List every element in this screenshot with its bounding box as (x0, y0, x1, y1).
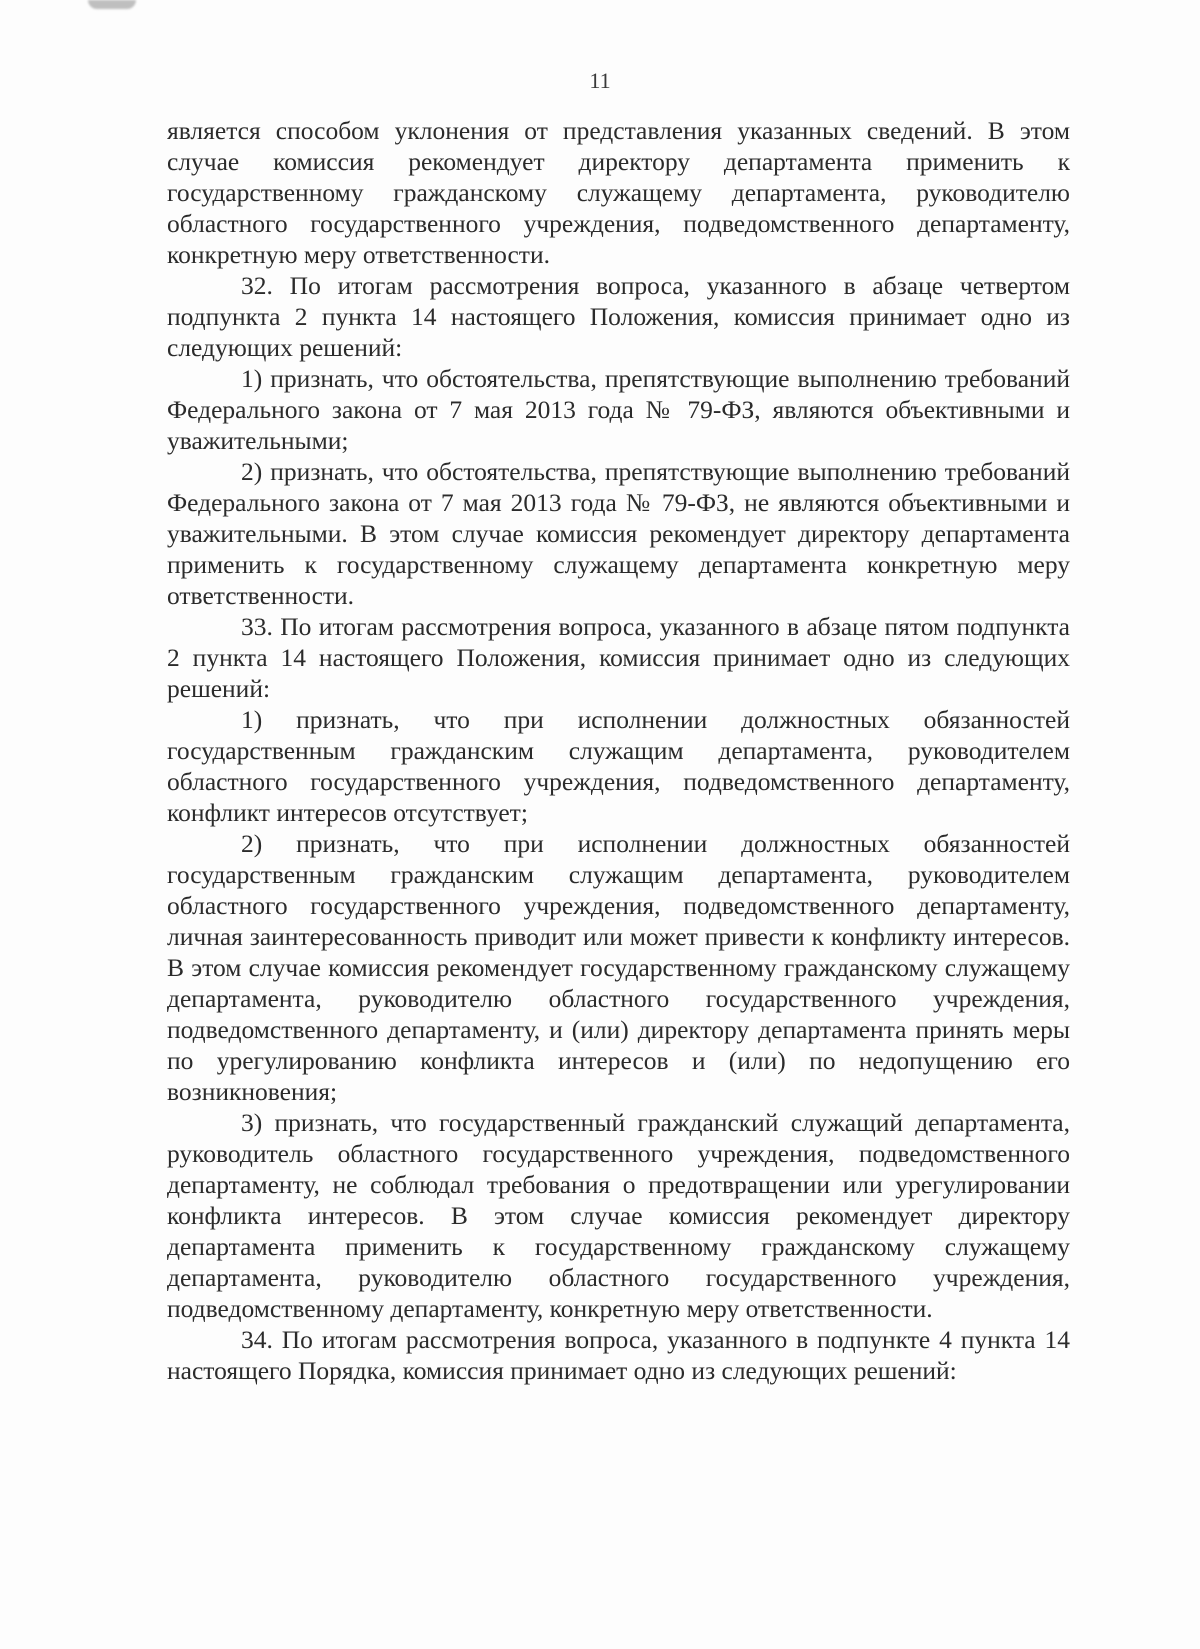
document-body (167, 115, 1070, 1386)
paragraph-clause-32-item-1: 1) признать, что обстоятельства, препятствующие выполнению требований Федерального закона от 7 мая 2013 года № 79-ФЗ, являются объективными и уважительными; (167, 364, 1070, 455)
paragraph-clause-33-item-2: 2) признать, что при исполнении должностных обязанностей государственным гражданским служащим департамента, руководителем областного государственного учреждения, подведомственного департаменту, личная заинтересованность приводит или может привести к конфликту интересов. В этом случае комиссия рекомендует государственному гражданскому служащему департамента, руководителю областного государственного учреждения, подведомственного департаменту, и (или) директору департамента принять меры по урегулированию конфликта интересов и (или) по недопущению его возникновения; (167, 829, 1070, 1106)
paragraph-clause-33: 33. По итогам рассмотрения вопроса, указанного в абзаце пятом подпункта 2 пункта 14 настоящего Положения, комиссия принимает одно из следующих решений: (167, 612, 1070, 703)
paragraph-continuation: является способом уклонения от представления указанных сведений. В этом случае комиссия рекомендует директору департамента применить к государственному гражданскому служащему департамента, руководителю областного государственного учреждения, подведомственного департаменту, конкретную меру ответственности. (167, 116, 1070, 269)
paragraph-clause-32-item-2: 2) признать, что обстоятельства, препятствующие выполнению требований Федерального закона от 7 мая 2013 года № 79-ФЗ, не являются объективными и уважительными. В этом случае комиссия рекомендует директору департамента применить к государственному служащему департамента конкретную меру ответственности. (167, 457, 1070, 610)
paragraph-clause-33-item-1: 1) признать, что при исполнении должностных обязанностей государственным гражданским служащим департамента, руководителем областного государственного учреждения, подведомственного департаменту, конфликт интересов отсутствует; (167, 705, 1070, 827)
paragraph-clause-34: 34. По итогам рассмотрения вопроса, указанного в подпункте 4 пункта 14 настоящего Порядка, комиссия принимает одно из следующих решений: (167, 1325, 1070, 1385)
page-number: 11 (589, 68, 611, 93)
scan-artifact (88, 0, 136, 9)
paragraph-clause-33-item-3: 3) признать, что государственный гражданский служащий департамента, руководитель областного государственного учреждения, подведомственного департаменту, не соблюдал требования о предотвращении или урегулировании конфликта интересов. В этом случае комиссия рекомендует директору департамента применить к государственному гражданскому служащему департамента, руководителю областного государственного учреждения, подведомственному департаменту, конкретную меру ответственности. (167, 1108, 1070, 1323)
paragraph-clause-32: 32. По итогам рассмотрения вопроса, указанного в абзаце четвертом подпункта 2 пункта 14 настоящего Положения, комиссия принимает одно из следующих решений: (167, 271, 1070, 362)
